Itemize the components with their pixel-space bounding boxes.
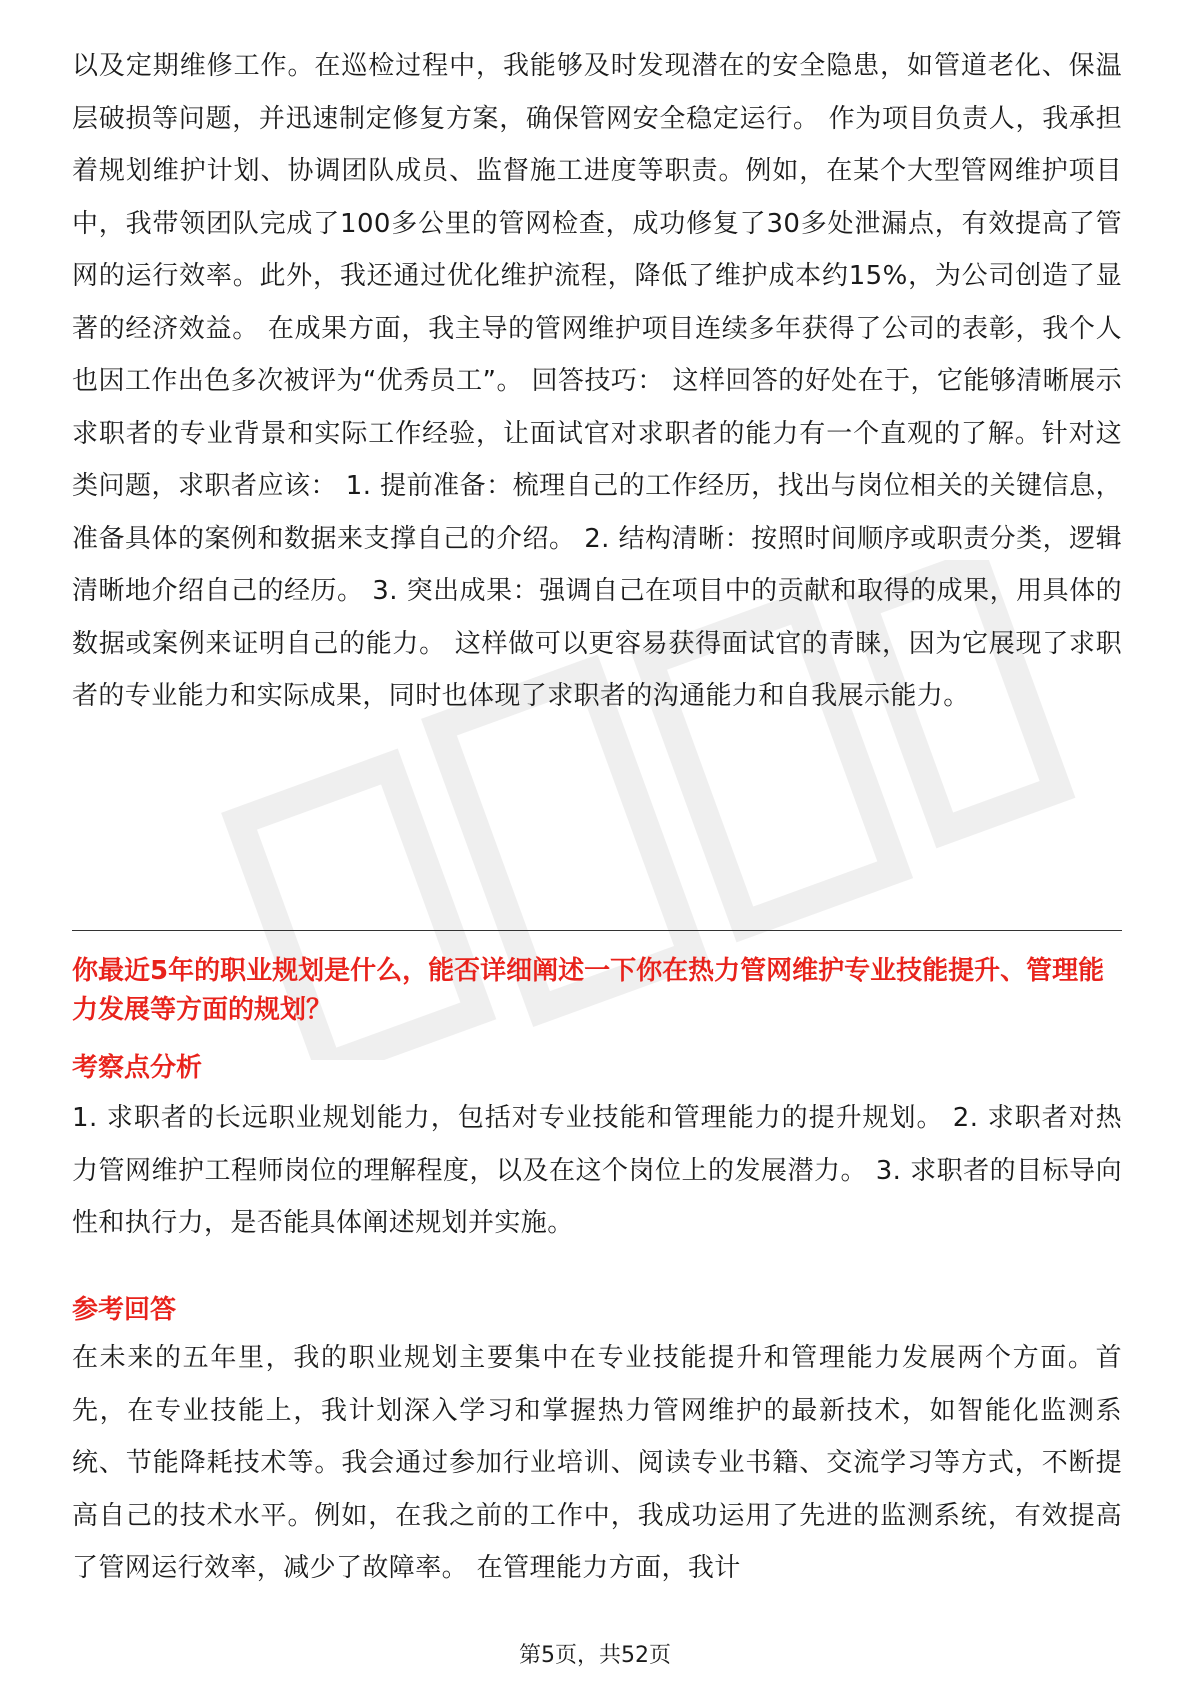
reference-body [72, 1332, 1122, 1595]
reference-paragraph: 在未来的五年里，我的职业规划主要集中在专业技能提升和管理能力发展两个方面。首先，在专业技能上，我计划深入学习和掌握热力管网维护的最新技术，如智能化监测系统、节能降耗技术等。我会通过参加行业培训、阅读专业书籍、交流学习等方式，不断提高自己的技术水平。例如，在我之前的工作中，我成功运用了先进的监测系统，有效提高了管网运行效率，减少了故障率。 在管理能力方面，我计 [72, 1343, 1122, 1583]
page-footer [0, 1638, 1190, 1669]
analysis-section [72, 1048, 202, 1088]
page-number: 第5页，共52页 [519, 1643, 671, 1668]
analysis-heading: 考察点分析 [72, 1053, 203, 1083]
reference-heading: 参考回答 [72, 1295, 177, 1325]
reference-section [72, 1290, 176, 1330]
body-paragraph: 以及定期维修工作。在巡检过程中，我能够及时发现潜在的安全隐患，如管道老化、保温层破损等问题，并迅速制定修复方案，确保管网安全稳定运行。 作为项目负责人，我承担着规划维护计划、协调团队成员、监督施工进度等职责。例如，在某个大型管网维护项目中，我带领团队完成了100多公里的管网检查，成功修复了30多处泄漏点，有效提高了管网的运行效率。此外，我还通过优化维护流程，降低了维护成本约15%，为公司创造了显著的经济效益。 在成果方面，我主导的管网维护项目连续多年获得了公司的表彰，我个人也因工作出色多次被评为“优秀员工”。 回答技巧： 这样回答的好处在于，它能够清晰展示求职者的专业背景和实际工作经验，让面试官对求职者的能力有一个直观的了解。针对这类问题，求职者应该： 1. 提前准备：梳理自己的工作经历，找出与岗位相关的关键信息，准备具体的案例和数据来支撑自己的介绍。 2. 结构清晰：按照时间顺序或职责分类，逻辑清晰地介绍自己的经历。 3. 突出成果：强调自己在项目中的贡献和取得的成果，用具体的数据或案例来证明自己的能力。 这样做可以更容易获得面试官的青睐，因为它展现了求职者的专业能力和实际成果，同时也体现了求职者的沟通能力和自我展示能力。 [72, 51, 1122, 711]
top-body [72, 40, 1122, 723]
analysis-body [72, 1092, 1122, 1250]
question-heading: 你最近5年的职业规划是什么，能否详细阐述一下你在热力管网维护专业技能提升、管理能力发展等方面的规划？ [72, 956, 1105, 1025]
analysis-paragraph: 1. 求职者的长远职业规划能力，包括对专业技能和管理能力的提升规划。 2. 求职者对热力管网维护工程师岗位的理解程度，以及在这个岗位上的发展潜力。 3. 求职者的目标导向性和执行力，是否能具体阐述规划并实施。 [72, 1103, 1122, 1238]
section-divider [72, 930, 1122, 931]
question-block [72, 952, 1122, 1030]
